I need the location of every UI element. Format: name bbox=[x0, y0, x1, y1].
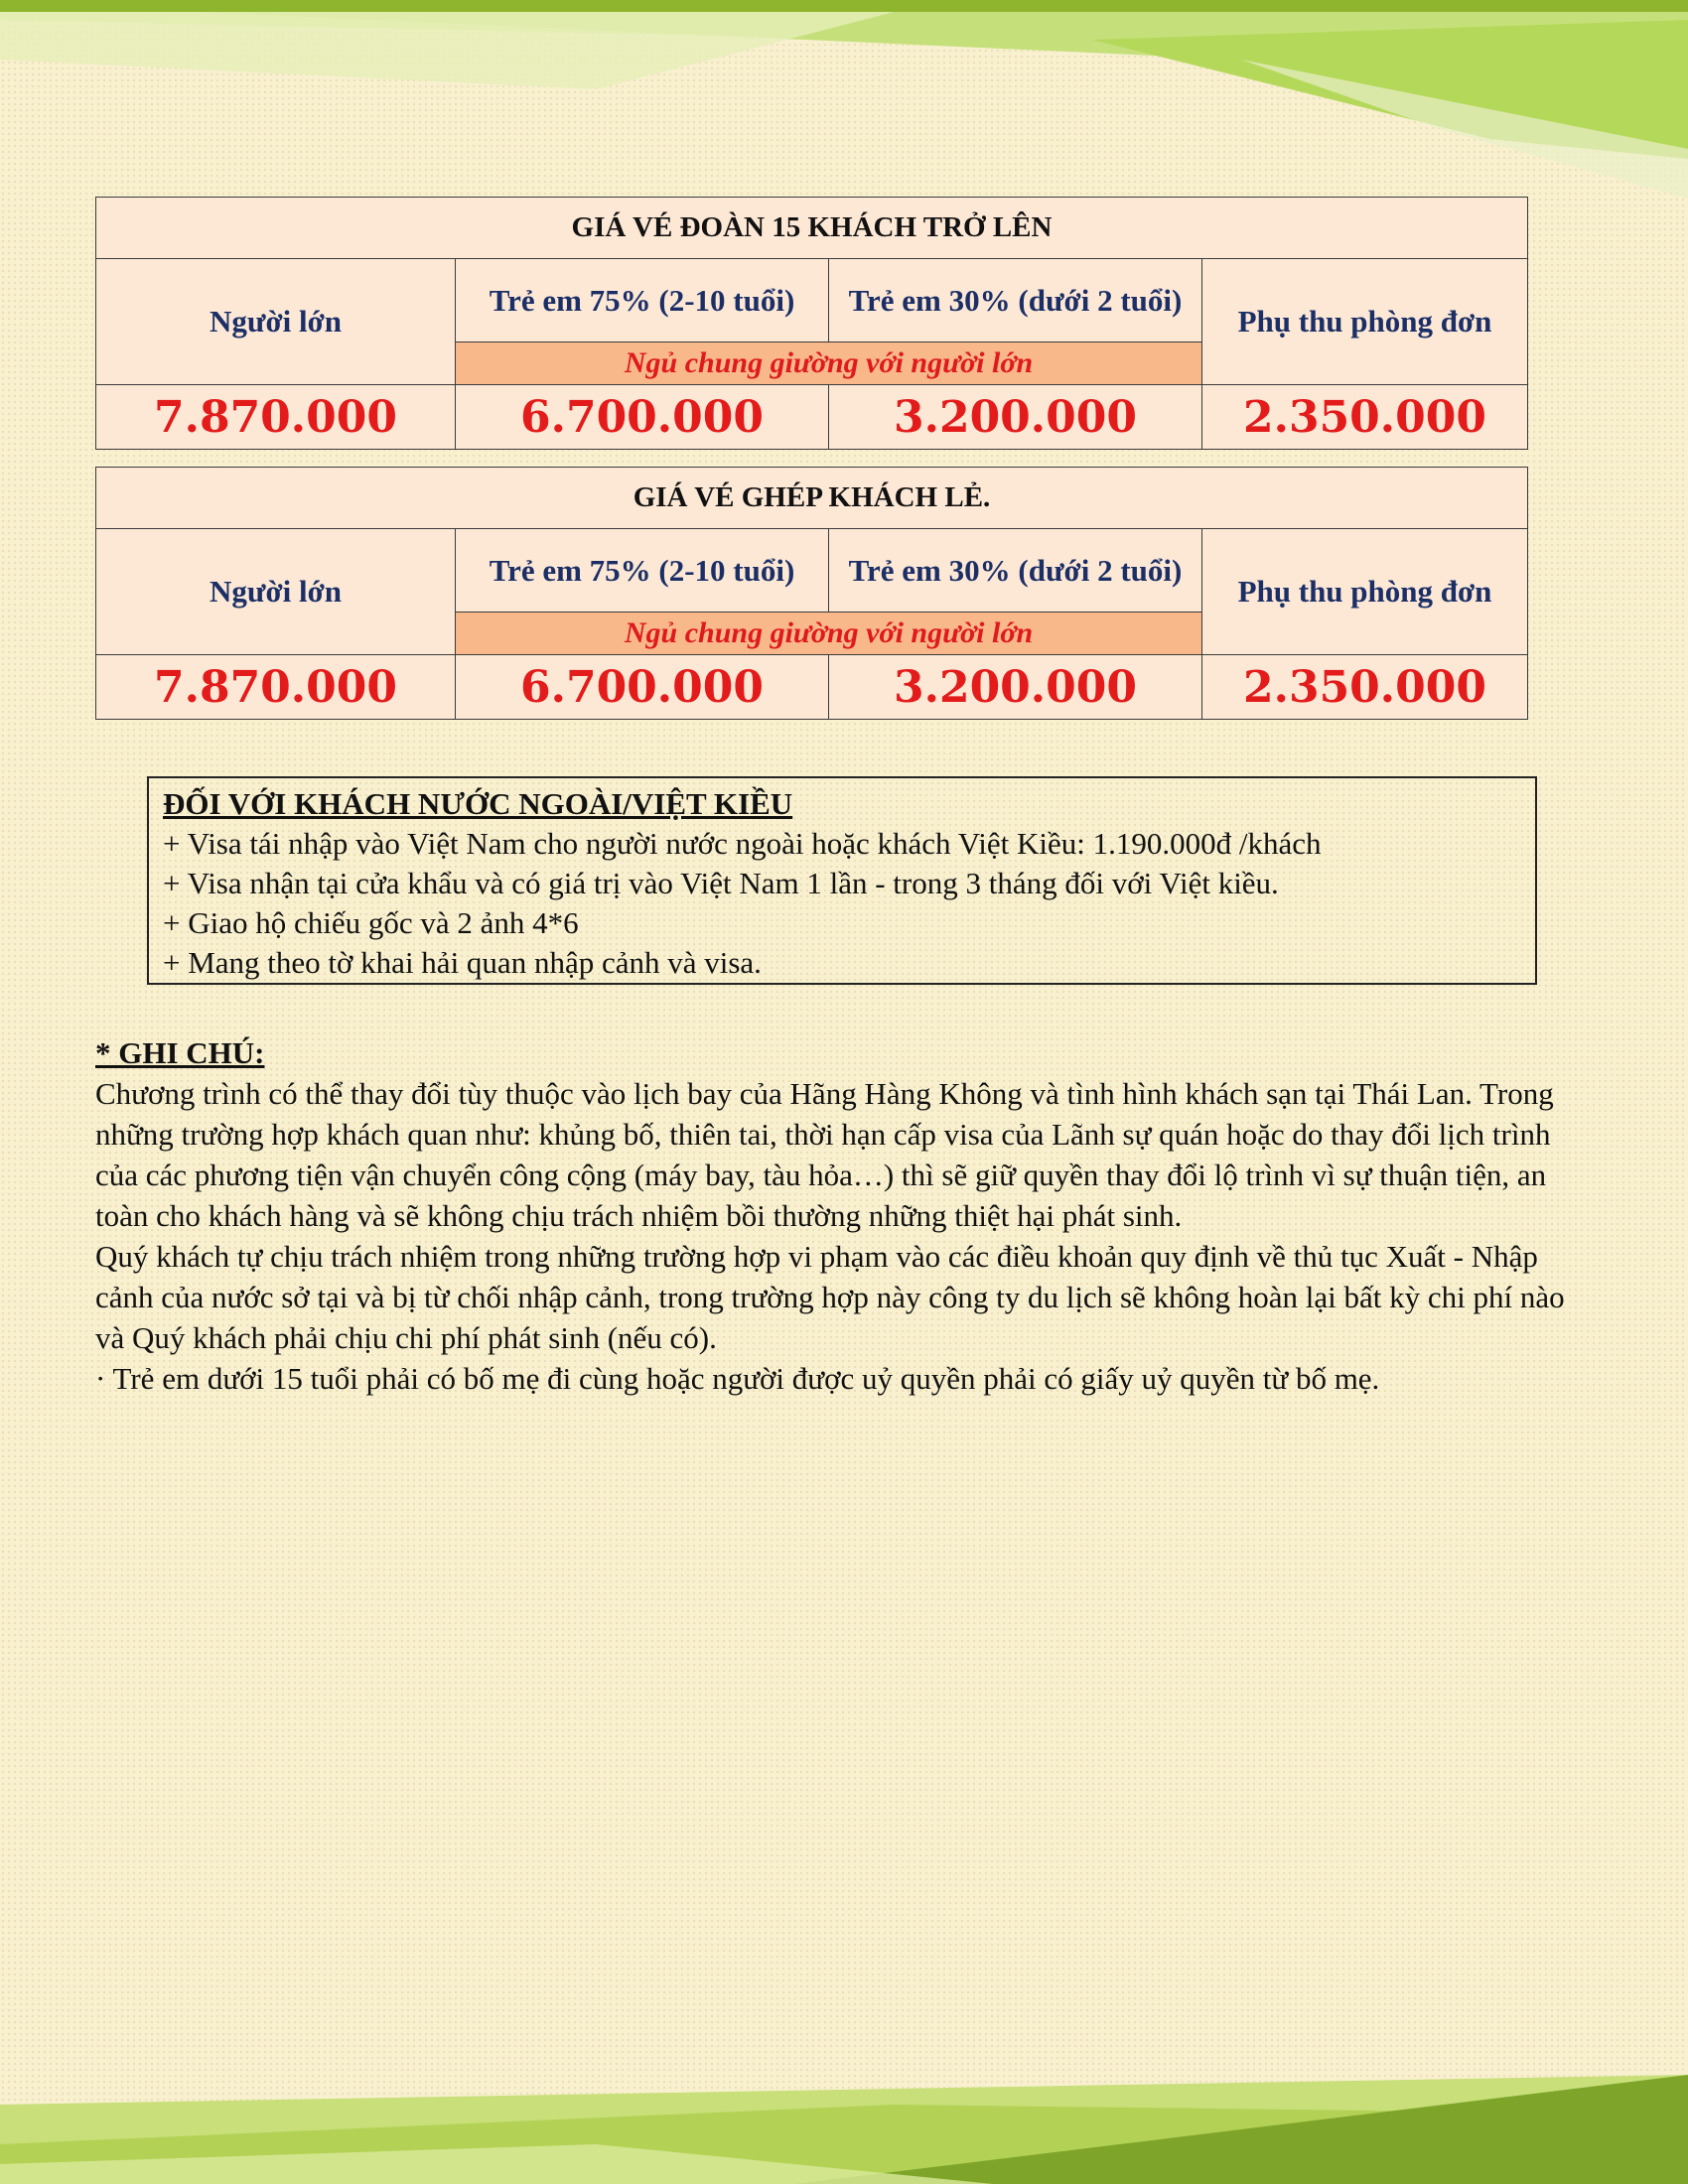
visa-line: + Giao hộ chiếu gốc và 2 ảnh 4*6 bbox=[163, 905, 579, 940]
visa-line: + Visa nhận tại cửa khẩu và có giá trị vào Việt Nam 1 lần - trong 3 tháng đối với Việt kiều. bbox=[163, 866, 1279, 900]
single-room-header: Phụ thu phòng đơn bbox=[1202, 259, 1528, 385]
group-price-table bbox=[95, 197, 1528, 450]
single-room-price: 2.350.000 bbox=[1202, 655, 1528, 720]
notes-bullet: · Trẻ em dưới 15 tuổi phải có bố mẹ đi cùng hoặc người được uỷ quyền phải có giấy uỷ quyền từ bố mẹ. bbox=[95, 1361, 1380, 1396]
notes-section bbox=[95, 1032, 1585, 1399]
single-room-price: 2.350.000 bbox=[1202, 385, 1528, 450]
child75-price: 6.700.000 bbox=[456, 655, 829, 720]
visa-line: + Visa tái nhập vào Việt Nam cho người nước ngoài hoặc khách Việt Kiều: 1.190.000đ /khách bbox=[163, 826, 1322, 861]
adult-header: Người lớn bbox=[96, 259, 456, 385]
shared-bed-note: Ngủ chung giường với người lớn bbox=[456, 613, 1202, 655]
individual-price-table bbox=[95, 467, 1528, 720]
single-room-header: Phụ thu phòng đơn bbox=[1202, 529, 1528, 655]
child30-header: Trẻ em 30% (dưới 2 tuổi) bbox=[829, 529, 1202, 613]
adult-price: 7.870.000 bbox=[96, 655, 456, 720]
foreign-visitor-box bbox=[147, 776, 1537, 985]
child30-header: Trẻ em 30% (dưới 2 tuổi) bbox=[829, 259, 1202, 342]
adult-header: Người lớn bbox=[96, 529, 456, 655]
child75-header: Trẻ em 75% (2-10 tuổi) bbox=[456, 529, 829, 613]
visa-box-title: ĐỐI VỚI KHÁCH NƯỚC NGOÀI/VIỆT KIỀU bbox=[163, 786, 793, 821]
adult-price: 7.870.000 bbox=[96, 385, 456, 450]
visa-line: + Mang theo tờ khai hải quan nhập cảnh và visa. bbox=[163, 945, 762, 980]
notes-title: * GHI CHÚ: bbox=[95, 1035, 265, 1070]
child30-price: 3.200.000 bbox=[829, 655, 1202, 720]
child75-header: Trẻ em 75% (2-10 tuổi) bbox=[456, 259, 829, 342]
notes-paragraph: Chương trình có thể thay đổi tùy thuộc vào lịch bay của Hãng Hàng Không và tình hình khách sạn tại Thái Lan. Trong những trường hợp khách quan như: khủng bố, thiên tai, thời hạn cấp visa của Lãnh sự quán hoặc do thay đổi lịch trình của các phương tiện vận chuyển công cộng (máy bay, tàu hỏa…) thì sẽ giữ quyền thay đổi lộ trình vì sự thuận tiện, an toàn cho khách hàng và sẽ không chịu trách nhiệm bồi thường những thiệt hại phát sinh. bbox=[95, 1076, 1554, 1233]
child75-price: 6.700.000 bbox=[456, 385, 829, 450]
individual-price-title: GIÁ VÉ GHÉP KHÁCH LẺ. bbox=[96, 468, 1528, 529]
bottom-decoration bbox=[0, 2035, 1688, 2184]
notes-paragraph: Quý khách tự chịu trách nhiệm trong những trường hợp vi phạm vào các điều khoản quy định về thủ tục Xuất - Nhập cảnh của nước sở tại và bị từ chối nhập cảnh, trong trường hợp này công ty du lịch sẽ không hoàn lại bất kỳ chi phí nào và Quý khách phải chịu chi phí phát sinh (nếu có). bbox=[95, 1239, 1565, 1355]
group-price-title: GIÁ VÉ ĐOÀN 15 KHÁCH TRỞ LÊN bbox=[96, 198, 1528, 259]
child30-price: 3.200.000 bbox=[829, 385, 1202, 450]
top-decoration bbox=[0, 0, 1688, 199]
shared-bed-note: Ngủ chung giường với người lớn bbox=[456, 342, 1202, 385]
